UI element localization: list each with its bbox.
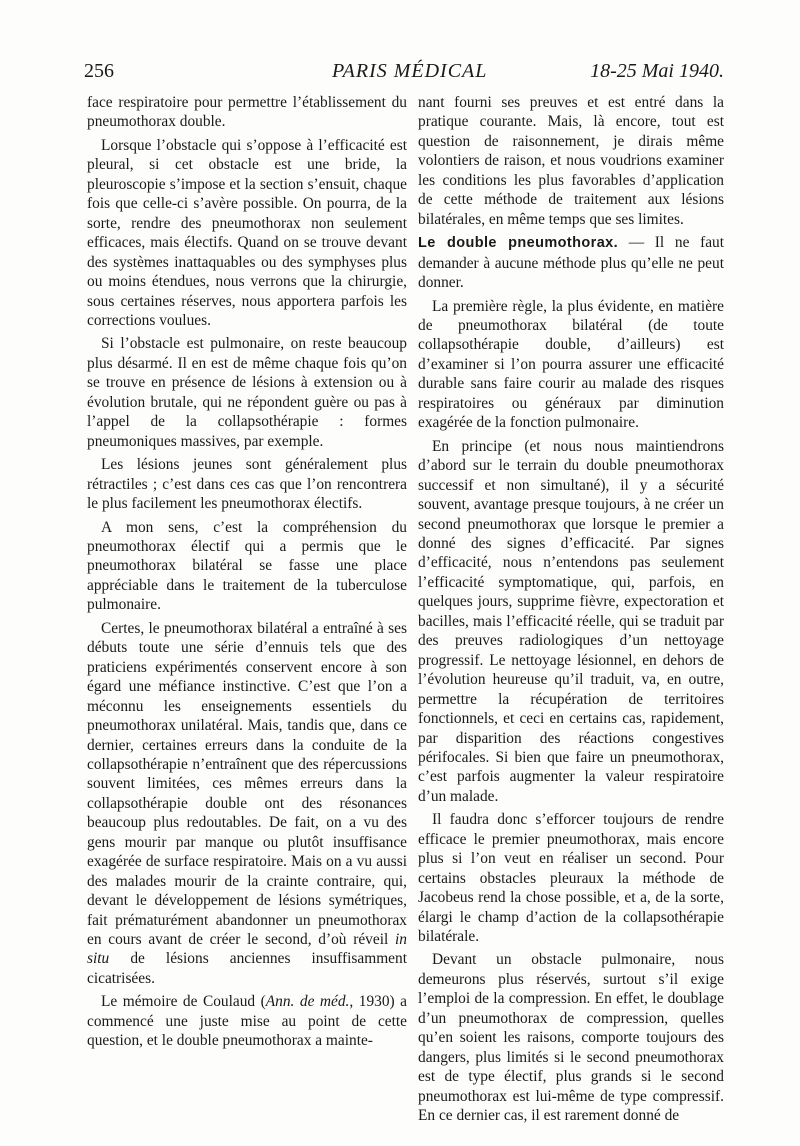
paragraph: La première règle, la plus évidente, en matière de pneumothorax bilatéral (de toute collapsothérapie double, d’ailleurs) est d’examiner si l’on pourra assurer une efficacité durable sans faire courir au malade des risques respiratoires ou généraux par diminution exagérée de la fonction pulmonaire. [418, 297, 724, 432]
running-header [84, 60, 724, 90]
paragraph: nant fourni ses preuves et est entré dans la pratique courante. Mais, là encore, tout est question de raisonnement, je dirais même volontiers de raison, et nous voudrions examiner les conditions les plus favorables d’application de cette méthode de traitement aux lésions bilatérales, en même temps que ses limites. [418, 94, 724, 228]
paragraph-text: , 1930) a commencé une juste mise au point de cette question, et le double pneumothorax a mainte- [87, 993, 407, 1050]
paragraph: A mon sens, c’est la compréhension du pneumothorax électif qui a permis que le pneumothorax bilatéral se fasse une place appréciable dans le traitement de la tuberculose pulmonaire. [87, 518, 407, 614]
paragraph [87, 992, 407, 1050]
paragraph: Si l’obstacle est pulmonaire, on reste beaucoup plus désarmé. Il en est de même chaque fois qu’on se trouve en présence de lésions à extension ou à évolution brutale, qui ne répondent guère ou pas à l’appel de la collapsothérapie : formes pneumoniques massives, par exemple. [87, 335, 407, 450]
paragraph: face respiratoire pour permettre l’établissement du pneumothorax double. [87, 94, 407, 131]
section-heading: Le double pneumothorax. [418, 235, 619, 252]
paragraph: En principe (et nous nous maintiendrons d’abord sur le terrain du double pneumothorax successif et non simultané), il y a sécurité souvent, avantage presque toujours, à ne créer un second pneumothorax que lorsque le premier a donné des signes d’efficacité. Par signes d’efficacité, nous n’entendons pas seulement l’efficacité symptomatique, qui, parfois, en quelques jours, supprime fièvre, expectoration et bacilles, mais l’efficacité réelle, qui se traduit par des preuves radiologiques d’un nettoyage progressif. Le nettoyage lésionnel, en dehors de l’évolution heureuse qu’il traduit, va, en outre, permettre la récupération de territoires fonctionnels, et ceci en certains cas, rapidement, par disparition des réactions congestives périfocales. Si bien que faire un pneumothorax, c’est parfois augmenter la valeur respiratoire d’un malade. [418, 437, 724, 805]
paragraph [87, 619, 407, 989]
right-column [418, 93, 724, 1130]
paragraph-text: de lésions anciennes insuffisamment cicatrisées. [87, 950, 407, 987]
paragraph-text: — Il ne faut demander à aucune méthode plus qu’elle ne peut donner. [418, 234, 724, 292]
citation-journal: Ann. de méd. [265, 993, 350, 1011]
page-number: 256 [84, 60, 114, 82]
italic-phrase: in situ [87, 931, 407, 968]
paragraph-text: Le mémoire de Coulaud ( [101, 993, 266, 1011]
issue-date: 18-25 Mai 1940. [590, 60, 724, 82]
journal-title: PARIS MÉDICAL [332, 60, 488, 82]
paragraph: Il faudra donc s’efforcer toujours de rendre efficace le premier pneumothorax, mais encore plus si l’on veut en réaliser un second. Pour certains obstacles pleuraux la méthode de Jacobeus rend la chose possible, et a, de la sorte, élargi le champ d’action de la collapsothérapie bilatérale. [418, 811, 724, 946]
left-column [87, 93, 407, 1055]
paragraph: Les lésions jeunes sont généralement plus rétractiles ; c’est dans ces cas que l’on rencontrera le plus facilement les pneumothorax électifs. [87, 456, 407, 513]
paragraph-text: Certes, le pneumothorax bilatéral a entraîné à ses débuts toute une série d’ennuis tels que des praticiens expérimentés conservent encore à son égard une méfiance instinctive. C’est que l’on a méconnu les enseignements essentiels du pneumothorax unilatéral. Mais, tandis que, dans ce dernier, certaines erreurs dans la conduite de la collapsothérapie n’entraînent que des répercussions souvent limitées, ces mêmes erreurs dans la collapsothérapie double ont des résonances beaucoup plus redoutables. De fait, on a vu des gens mourir par manque ou plutôt insuffisance exagérée de surface respiratoire. Mais on a vu aussi des malades mourir de la crainte contraire, qui, devant le développement de lésions symétriques, fait prématurément abandonner un pneumothorax en cours avant de créer le second, d’où réveil [87, 619, 407, 949]
paragraph: Lorsque l’obstacle qui s’oppose à l’efficacité est pleural, si cet obstacle est une bride, la pleuroscopie s’impose et la section s’ensuit, chaque fois que celle-ci s’avère possible. On pourra, de la sorte, rendre des pneumothorax non seulement efficaces, mais électifs. Quand on se trouve devant des systèmes inattaquables ou des symphyses plus ou moins étendues, nous verrons que la chirurgie, sous certaines réserves, nous apportera parfois les corrections voulues. [87, 136, 407, 329]
paragraph: Devant un obstacle pulmonaire, nous demeurons plus réservés, surtout s’il exige l’emploi de la compression. En effet, le doublage d’un pneumothorax de compression, quelles qu’en soient les raisons, comporte toujours des dangers, plus limités si le second pneumothorax est de type électif, plus grands si le second pneumothorax est lui-même de type compressif. En ce dernier cas, il est rarement donné de [418, 951, 724, 1125]
paragraph [418, 233, 724, 292]
